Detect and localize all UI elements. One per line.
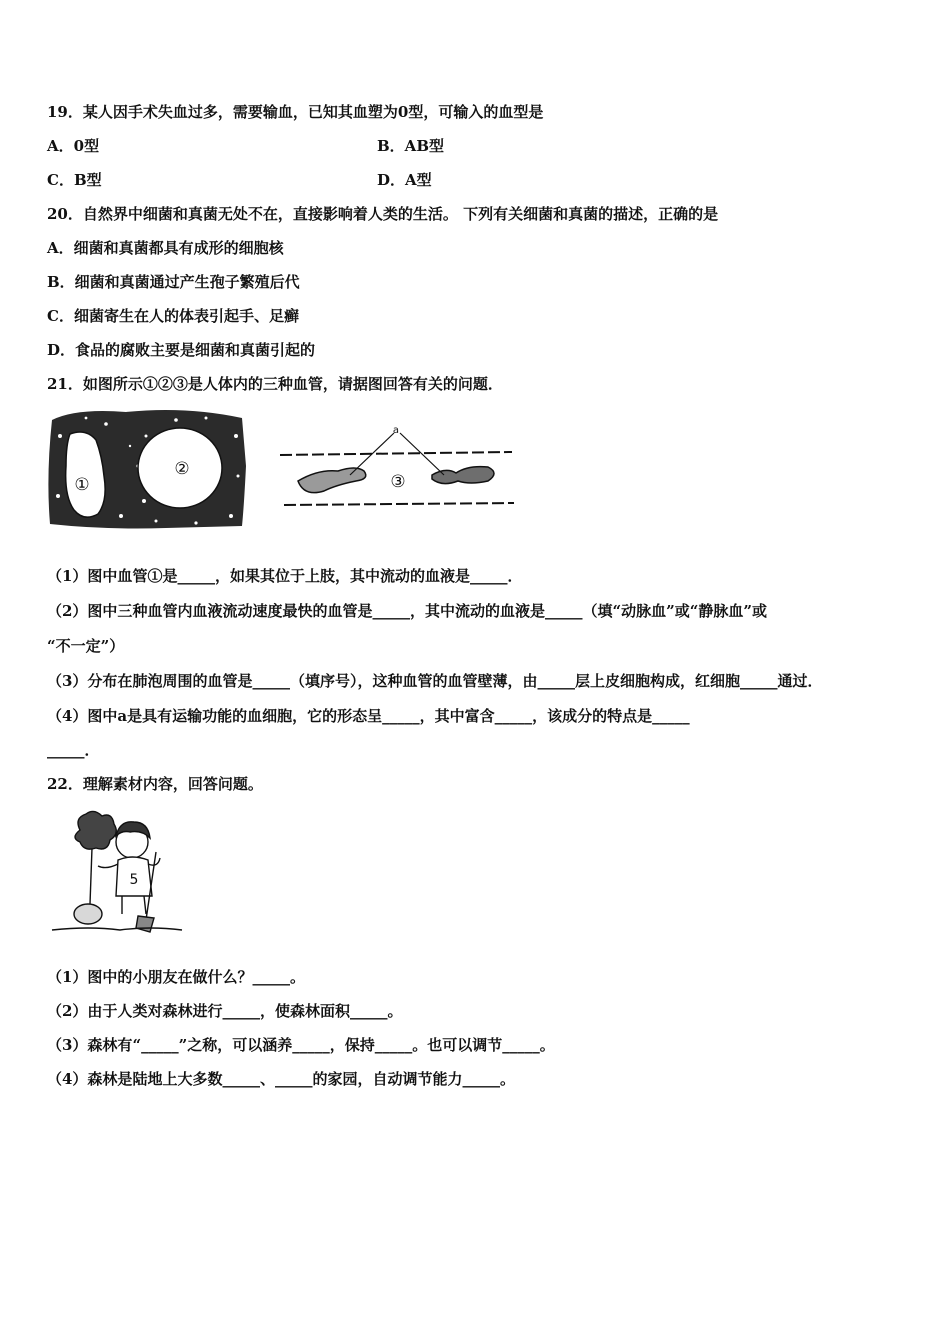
q20-option-d[interactable]: D．食品的腐败主要是细菌和真菌引起的 bbox=[47, 341, 316, 359]
q20-stem: 20．自然界中细菌和真菌无处不在，直接影响着人类的生活。 下列有关细菌和真菌的描述，正确的是 bbox=[47, 205, 719, 223]
pointer-line-right bbox=[400, 433, 444, 475]
q21-stem: 21．如图所示①②③是人体内的三种血管，请据图回答有关的问题． bbox=[47, 375, 503, 393]
q22-sub-4: （4）森林是陆地上大多数_____、_____的家园，自动调节能力_____。 bbox=[47, 1070, 515, 1088]
child-legs bbox=[122, 896, 146, 914]
q21-sub-2b: “不一定”） bbox=[47, 637, 125, 655]
q21-sub-1: （1）图中血管①是_____，如果其位于上肢，其中流动的血液是_____． bbox=[47, 567, 523, 585]
child-planting-tree-figure bbox=[50, 808, 190, 940]
capillary-figure bbox=[278, 425, 518, 515]
q22-sub-1: （1）图中的小朋友在做什么？_____。 bbox=[47, 968, 305, 986]
q19-option-a[interactable]: A．0型 bbox=[47, 137, 100, 155]
q20-option-c[interactable]: C．细菌寄生在人的体表引起手、足癣 bbox=[47, 307, 299, 325]
shovel-blade bbox=[136, 916, 154, 932]
tree-foliage bbox=[75, 811, 116, 849]
q21-sub-3: （3）分布在肺泡周围的血管是_____（填序号），这种血管的血管壁薄，由_____层上皮细胞构成，红细胞_____通过． bbox=[47, 672, 823, 690]
q21-sub-4a: （4）图中a是具有运输功能的血细胞，它的形态呈_____，其中富含_____，该成分的特点是_____ bbox=[47, 707, 690, 725]
q21-sub-2a: （2）图中三种血管内血液流动速度最快的血管是_____，其中流动的血液是_____（填“动脉血”或“静脉血”或 bbox=[47, 602, 767, 620]
q20-option-b[interactable]: B．细菌和真菌通过产生孢子繁殖后代 bbox=[47, 273, 300, 291]
q19-option-c[interactable]: C．B型 bbox=[47, 171, 102, 189]
q22-sub-3: （3）森林有“_____”之称，可以涵养_____，保持_____。也可以调节_____。 bbox=[47, 1036, 555, 1054]
ground-line bbox=[52, 928, 182, 930]
shirt-number: 5 bbox=[129, 872, 139, 888]
vessel-1-label: ① bbox=[74, 475, 90, 495]
q20-option-a[interactable]: A．细菌和真菌都具有成形的细胞核 bbox=[47, 239, 284, 257]
q19-option-d[interactable]: D．A型 bbox=[377, 171, 432, 189]
soil-ball bbox=[74, 904, 102, 924]
q19-option-b[interactable]: B．AB型 bbox=[377, 137, 444, 155]
label-a: a bbox=[392, 425, 400, 436]
red-blood-cell-right bbox=[432, 467, 494, 484]
vessel-3-label: ③ bbox=[390, 472, 406, 492]
q22-stem: 22．理解素材内容，回答问题。 bbox=[47, 775, 263, 793]
red-blood-cell-left bbox=[298, 468, 366, 493]
tree-trunk bbox=[90, 848, 92, 904]
q19-stem: 19．某人因手术失血过多，需要输血，已知其血塑为0型，可输入的血型是 bbox=[47, 103, 544, 121]
child-arm-left bbox=[98, 864, 118, 868]
vessel-2-label: ② bbox=[174, 459, 190, 479]
capillary-wall-top bbox=[280, 452, 512, 455]
q22-sub-2: （2）由于人类对森林进行_____，使森林面积_____。 bbox=[47, 1002, 403, 1020]
capillary-wall-bottom bbox=[284, 503, 514, 505]
q21-sub-4b: _____． bbox=[47, 741, 100, 759]
blood-vessel-cross-section-figure bbox=[46, 406, 248, 531]
